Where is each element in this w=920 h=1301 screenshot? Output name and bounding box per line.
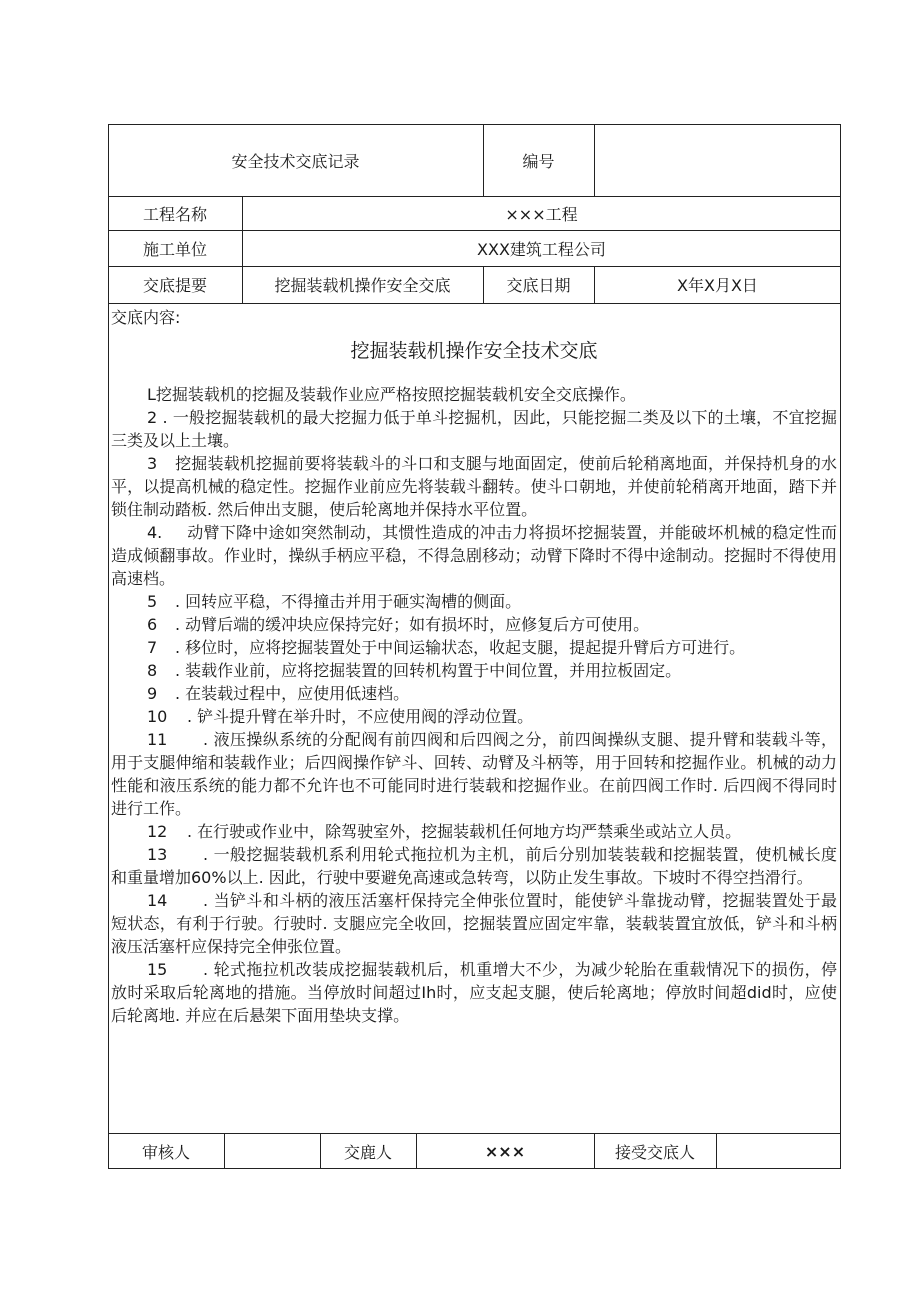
paragraph <box>111 452 837 521</box>
paragraph <box>111 383 837 406</box>
paragraph <box>111 613 837 636</box>
paragraph-text: . 装载作业前，应将挖掘装置的回转机构置于中间位置，并用拉板固定。 <box>175 661 682 680</box>
paragraph-number: 13 <box>147 845 168 864</box>
presenter-label: 交鹿人 <box>343 1142 392 1162</box>
divider <box>108 303 841 304</box>
paragraph <box>111 590 837 613</box>
content-label: 交底内容: <box>111 308 181 327</box>
paragraph-text: . 液压操纵系统的分配阀有前四阀和后四阀之分，前四闽操纵支腿、提升臂和装载斗等，用于支腿伸缩和装载作业；后四阀操作铲斗、回转、动臂及斗柄等，用于回转和挖掘作业。机械的动力性能和液压系统的能力都不允许也不可能同时进行装载和挖掘作业。在前四阀工作时. 后四阀不得同时进行工作。 <box>111 730 837 818</box>
paragraph <box>111 636 837 659</box>
date-label: 交底日期 <box>506 276 571 295</box>
paragraph-text: 动臂下降中途如突然制动，其惯性造成的冲击力将损坏挖掘装置，并能破坏机械的稳定性而造成倾翻事故。作业时，操纵手柄应平稳，不得急剧移动；动臂下降时不得中途制动。挖掘时不得使用高速档。 <box>111 523 837 588</box>
paragraph-text: . 在行驶或作业中，除驾驶室外，挖掘装载机任何地方均严禁乘坐或站立人员。 <box>187 822 742 841</box>
paragraph-number: 6 <box>147 615 158 634</box>
paragraph-text: . 回转应平稳，不得撞击并用于砸实淘槽的侧面。 <box>175 592 522 611</box>
paragraph-number: 9 <box>147 684 158 703</box>
reviewer-value[interactable] <box>224 1133 320 1169</box>
paragraph-text: . 轮式拖拉机改装成挖掘装载机后，机重增大不少，为减少轮胎在重载情况下的损伤，停放时采取后轮离地的措施。当停放时间超过Ih时，应支起支腿，使后轮离地；停放时间超did时，应使后轮离地. 并应在后悬架下面用垫块支撑。 <box>111 960 837 1025</box>
project-label: 工程名称 <box>142 204 207 224</box>
paragraph-text: L挖掘装载机的挖掘及装载作业应严格按照挖掘装载机安全交底操作。 <box>147 385 636 404</box>
paragraph-number: 10 <box>147 707 168 726</box>
paragraph <box>111 889 837 958</box>
company-value: XXX建筑工程公司 <box>477 239 606 259</box>
date-value: X年X月X日 <box>677 276 758 295</box>
paragraph-number: 5 <box>147 592 158 611</box>
content-title: 挖掘装载机操作安全技术交底 <box>350 340 598 362</box>
paragraph-text: . 当铲斗和斗柄的液压活塞杆保持完全伸张位置时，能使铲斗靠拢动臂，挖掘装置处于最短状态，有利于行驶。行驶时. 支腿应完全收回，挖掘装置应固定牢靠，装载装置宜放低，铲斗和斗柄液压活塞杆应保持完全伸张位置。 <box>111 891 837 956</box>
receiver-value[interactable] <box>716 1133 841 1169</box>
disclosure-content <box>111 306 837 1136</box>
paragraph <box>111 521 837 590</box>
number-label: 编号 <box>522 151 555 171</box>
paragraph <box>111 682 837 705</box>
paragraph <box>111 820 837 843</box>
paragraph-text: . 动臂后端的缓冲块应保持完好；如有损坏时，应修复后方可使用。 <box>175 615 650 634</box>
paragraph <box>111 406 837 452</box>
paragraph-number: 12 <box>147 822 168 841</box>
project-value: ×××工程 <box>505 204 578 224</box>
paragraph-number: 8 <box>147 661 158 680</box>
form-title: 安全技术交底记录 <box>231 151 360 171</box>
paragraph-text: 挖掘装载机挖掘前要将装载斗的斗口和支腿与地面固定，使前后轮稍离地面，并保持机身的水平，以提高机械的稳定性。挖掘作业前应先将装载斗翻转。使斗口朝地，并使前轮稍离开地面，踏下并锁住制动踏板. 然后伸出支腿，使后轮离地并保持水平位置。 <box>111 454 837 519</box>
paragraph-number: 3 <box>147 454 158 473</box>
paragraph-number: 14 <box>147 891 168 910</box>
paragraph-text: . 一般挖掘装载机系利用轮式拖拉机为主机，前后分别加装装载和挖掘装置，使机械长度和重量增加60%以上. 因此，行驶中要避免高速或急转弯，以防止发生事故。下坡时不得空挡滑行。 <box>111 845 837 887</box>
company-label: 施工单位 <box>142 239 207 259</box>
paragraph <box>111 958 837 1027</box>
summary-label: 交底提要 <box>142 276 207 295</box>
paragraph-list <box>111 383 837 1027</box>
paragraph-text: . 移位时，应将挖掘装置处于中间运输状态，收起支腿，提起提升臂后方可进行。 <box>175 638 746 657</box>
presenter-value: ××× <box>484 1141 526 1161</box>
paragraph <box>111 705 837 728</box>
paragraph-text: . 铲斗提升臂在举升时，不应使用阀的浮动位置。 <box>187 707 534 726</box>
paragraph-number: 11 <box>147 730 168 749</box>
receiver-label: 接受交底人 <box>614 1142 695 1162</box>
paragraph <box>111 728 837 820</box>
reviewer-label: 审核人 <box>141 1142 190 1162</box>
paragraph-number: 7 <box>147 638 158 657</box>
paragraph <box>111 659 837 682</box>
number-value[interactable] <box>594 124 841 196</box>
paragraph-text: . 在装载过程中，应使用低速档。 <box>175 684 410 703</box>
paragraph-text: 2 . 一般挖掘装载机的最大挖掘力低于单斗挖掘机，因此，只能挖掘二类及以下的土壤，不宜挖掘三类及以上土壤。 <box>111 408 837 450</box>
paragraph-number: 4. <box>147 523 163 542</box>
summary-value: 挖掘装载机操作安全交底 <box>274 276 451 295</box>
paragraph-number: 15 <box>147 960 168 979</box>
paragraph <box>111 843 837 889</box>
